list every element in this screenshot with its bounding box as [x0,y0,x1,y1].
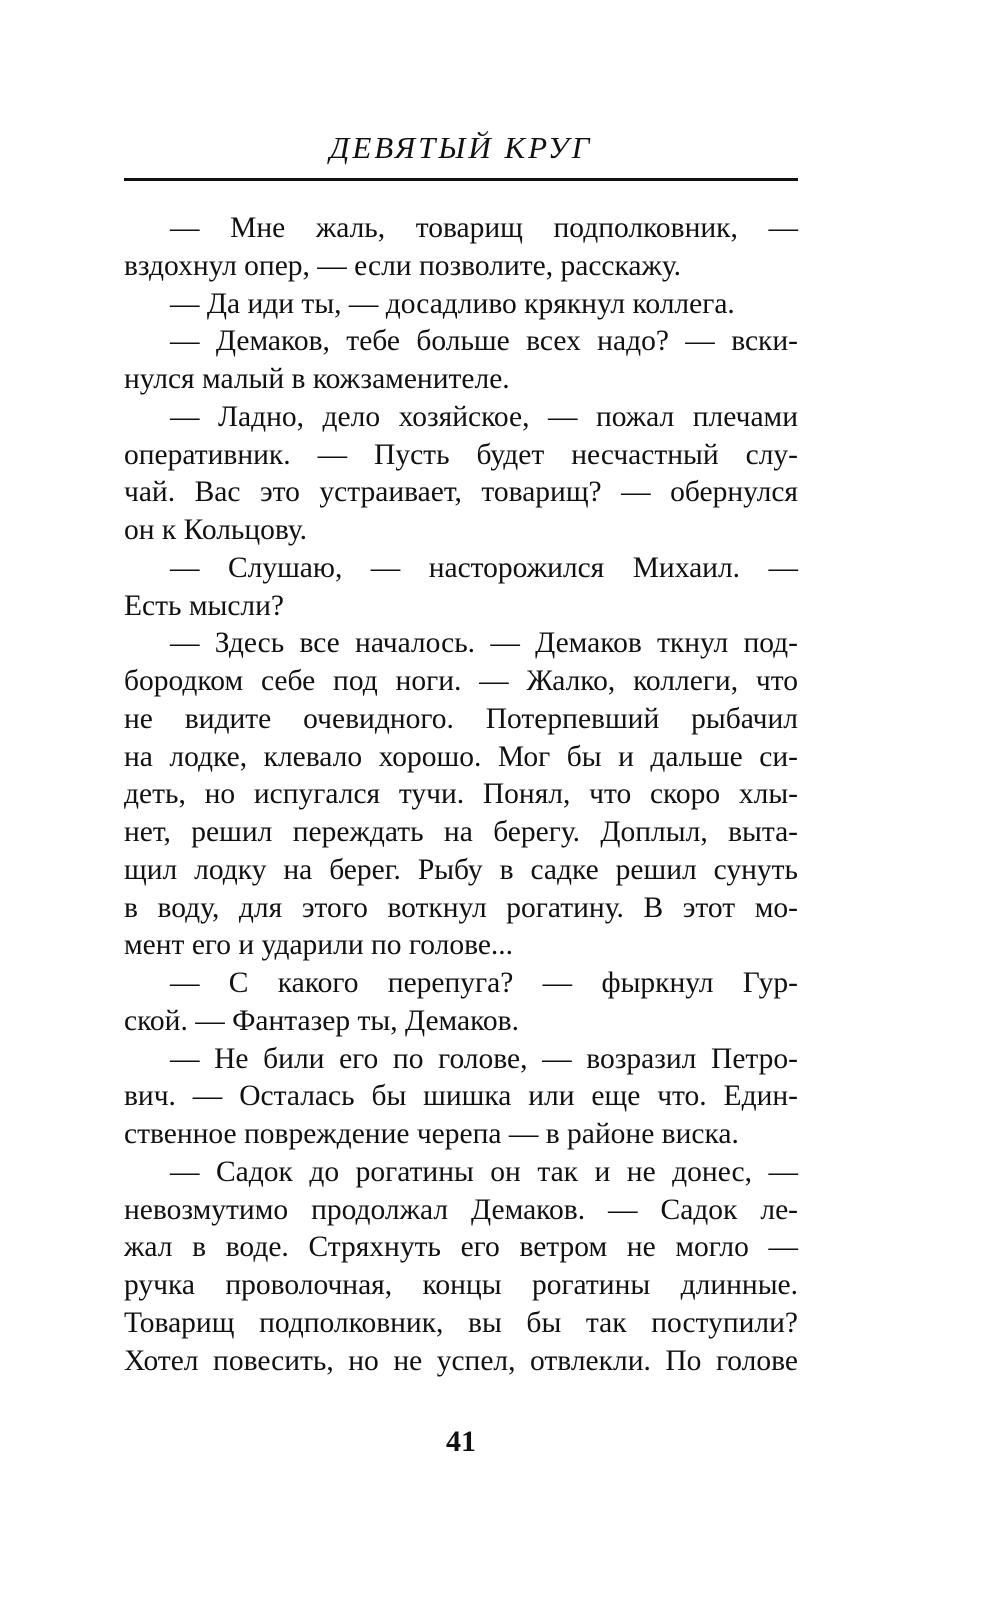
text-line: — Демаков, тебе больше всех надо? — вски- [170,325,798,358]
text-line: жал в воде. Стряхнуть его ветром не могло — [124,1231,798,1264]
text-line: Есть мысли? [124,589,285,622]
text-line: деть, но испугался тучи. Понял, что скоро хлы- [124,778,798,811]
text-line: — Да иди ты, — досадливо крякнул коллега. [170,287,735,320]
text-line: он к Кольцову. [124,514,307,546]
body-text [124,210,798,1380]
text-line: — Садок до рогатины он так и не донес, — [170,1155,798,1188]
text-line: нулся малый в кожзаменителе. [124,363,510,395]
page-number: 41 [446,1425,476,1458]
text-line: — С какого перепуга? — фыркнул Гур- [170,967,798,999]
text-line: невозмутимо продолжал Демаков. — Садок ле- [124,1193,798,1226]
text-line: — Не били его по голове, — возразил Петро- [170,1042,798,1075]
running-head-title: ДЕВЯТЫЙ КРУГ [329,130,593,165]
text-line: мент его и ударили по голове... [124,929,514,962]
text-line: оперативник. — Пусть будет несчастный слу- [124,438,798,471]
text-line: — Здесь все началось. — Демаков ткнул под- [170,627,798,660]
text-line: бородком себе под ноги. — Жалко, коллеги, что [124,665,798,697]
text-line: на лодке, клевало хорошо. Мог бы и дальше си- [124,740,798,773]
header-rule [124,178,798,181]
text-line: Товарищ подполковник, вы бы так поступили? [124,1306,798,1339]
text-line: нет, решил переждать на берегу. Доплыл, выта- [124,816,798,848]
text-line: ручка проволочная, концы рогатины длинные. [124,1269,798,1301]
text-line: вич. — Осталась бы шишка или еще что. Един- [124,1080,798,1113]
text-line: чай. Вас это устраивает, товарищ? — обернулся [124,476,798,509]
text-line: не видите очевидного. Потерпевший рыбачил [124,702,798,735]
text-line: Хотел повесить, но не успел, отвлекли. По голове [124,1344,798,1377]
text-line: — Слушаю, — насторожился Михаил. — [170,551,798,584]
text-line: — Ладно, дело хозяйское, — пожал плечами [170,400,798,433]
text-line: в воду, для этого воткнул рогатину. В этот мо- [124,891,798,924]
text-line: — Мне жаль, товарищ подполковник, — [170,212,798,244]
text-line: вздохнул опер, — если позволите, расскажу. [124,249,682,282]
text-line: ственное повреждение черепа — в районе виска. [124,1118,739,1150]
text-line: ской. — Фантазер ты, Демаков. [124,1004,519,1037]
text-line: щил лодку на берег. Рыбу в садке решил сунуть [124,853,798,886]
